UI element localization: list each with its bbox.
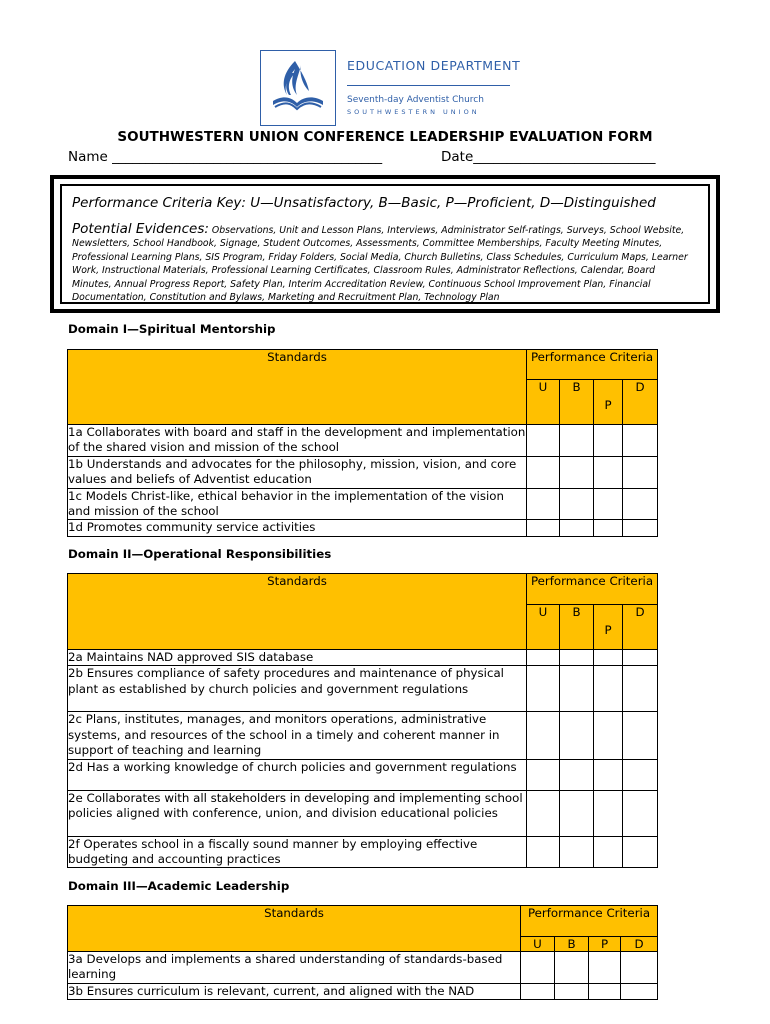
logo-department: EDUCATION DEPARTMENT <box>347 58 521 73</box>
rating-cell-d[interactable] <box>623 666 658 712</box>
rating-cell-d[interactable] <box>623 520 658 536</box>
rating-cell-b[interactable] <box>560 425 594 457</box>
rating-cell-d[interactable] <box>623 488 658 520</box>
rating-cell-d[interactable] <box>623 425 658 457</box>
standard-3b: 3b Ensures curriculum is relevant, current, and aligned with the NAD <box>68 983 521 999</box>
domain-3-table <box>67 905 658 1000</box>
table-row <box>68 650 658 666</box>
standard-2f: 2f Operates school in a fiscally sound manner by employing effective budgeting and accounting practices <box>68 836 527 868</box>
criteria-key-box <box>50 175 720 313</box>
rating-cell-u[interactable] <box>527 836 560 868</box>
level-u-header: U <box>527 605 560 650</box>
standards-header: Standards <box>68 906 521 952</box>
rating-cell-b[interactable] <box>560 759 594 790</box>
rating-cell-d[interactable] <box>621 952 658 984</box>
level-d-header: D <box>623 605 658 650</box>
rating-cell-b[interactable] <box>560 456 594 488</box>
potential-evidences-label: Potential Evidences: <box>72 221 209 237</box>
standard-2b: 2b Ensures compliance of safety procedures and maintenance of physical plant as established by church policies and government regulations <box>68 666 527 712</box>
rating-cell-u[interactable] <box>527 666 560 712</box>
rating-cell-u[interactable] <box>527 456 560 488</box>
level-d-header: D <box>623 380 658 425</box>
rating-cell-d[interactable] <box>623 650 658 666</box>
performance-criteria-header: Performance Criteria <box>527 574 658 605</box>
rating-cell-b[interactable] <box>560 836 594 868</box>
rating-cell-u[interactable] <box>527 650 560 666</box>
rating-cell-p[interactable] <box>594 790 623 836</box>
domain-1-table <box>67 349 658 537</box>
rating-cell-p[interactable] <box>594 712 623 759</box>
rating-cell-d[interactable] <box>623 759 658 790</box>
name-field[interactable]: Name ________________________________________ <box>68 149 383 165</box>
rating-cell-b[interactable] <box>560 712 594 759</box>
rating-cell-p[interactable] <box>594 425 623 457</box>
rating-cell-p[interactable] <box>594 488 623 520</box>
table-row <box>68 712 658 759</box>
potential-evidences-text: Observations, Unit and Lesson Plans, Interviews, Administrator Self-ratings, Surveys, School Website, Newsletters, School Handbook, Signage, Student Outcomes, Assessments, Committee Memberships, Faculty Meeting Minutes, Professional Learning Plans, SIS Program, Friday Folders, Social Media, Church Bulletins, Class Schedules, Curriculum Maps, Learner Work, Instructional Materials, Professional Learning Certificates, Classroom Rules, Administrator Reflections, Calendar, Board Minutes, Annual Progress Report, Safety Plan, Interim Accreditation Review, Continuous School Improvement Plan, Financial Documentation, Constitution and Bylaws, Marketing and Recruitment Plan, Technology Plan <box>72 225 688 304</box>
rating-cell-u[interactable] <box>527 712 560 759</box>
table-row <box>68 983 658 999</box>
standards-header: Standards <box>68 350 527 425</box>
standard-2a: 2a Maintains NAD approved SIS database <box>68 650 527 666</box>
logo-text-block <box>347 58 521 116</box>
rating-cell-p[interactable] <box>589 983 621 999</box>
rating-cell-b[interactable] <box>560 520 594 536</box>
level-b-header: B <box>560 605 594 650</box>
rating-cell-p[interactable] <box>594 759 623 790</box>
table-row <box>68 836 658 868</box>
performance-criteria-key: Performance Criteria Key: U—Unsatisfactory, B—Basic, P—Proficient, D—Distinguished <box>72 195 656 211</box>
standard-2d: 2d Has a working knowledge of church policies and government regulations <box>68 759 527 790</box>
domain-1-title: Domain I—Spiritual Mentorship <box>68 322 276 336</box>
standards-header: Standards <box>68 574 527 650</box>
flame-bible-icon <box>261 51 335 125</box>
level-p-header: P <box>589 937 621 952</box>
logo-church-name: Seventh-day Adventist Church <box>347 95 484 105</box>
table-row <box>68 425 658 457</box>
standard-3a: 3a Develops and implements a shared understanding of standards-based learning <box>68 952 521 984</box>
table-row <box>68 488 658 520</box>
table-row <box>68 790 658 836</box>
rating-cell-p[interactable] <box>594 650 623 666</box>
table-row <box>68 759 658 790</box>
rating-cell-b[interactable] <box>560 650 594 666</box>
domain-2-table <box>67 573 658 868</box>
performance-criteria-header: Performance Criteria <box>521 906 658 937</box>
domain-2-title: Domain II—Operational Responsibilities <box>68 547 332 561</box>
rating-cell-u[interactable] <box>521 983 555 999</box>
rating-cell-d[interactable] <box>621 983 658 999</box>
rating-cell-u[interactable] <box>527 488 560 520</box>
table-row <box>68 520 658 536</box>
standard-1a: 1a Collaborates with board and staff in the development and implementation of the shared vision and mission of the school <box>68 425 526 455</box>
domain-3-title: Domain III—Academic Leadership <box>68 879 290 893</box>
standard-1d: 1d Promotes community service activities <box>68 520 527 536</box>
table-row <box>68 952 658 984</box>
rating-cell-u[interactable] <box>527 759 560 790</box>
potential-evidences <box>72 223 697 304</box>
level-u-header: U <box>527 380 560 425</box>
level-u-header: U <box>521 937 555 952</box>
rating-cell-d[interactable] <box>623 456 658 488</box>
logo-divider <box>347 85 510 86</box>
level-d-header: D <box>621 937 658 952</box>
rating-cell-b[interactable] <box>555 952 589 984</box>
level-b-header: B <box>555 937 589 952</box>
rating-cell-u[interactable] <box>527 425 560 457</box>
standard-2e: 2e Collaborates with all stakeholders in developing and implementing school policies aligned with conference, union, and division educational policies <box>68 790 527 836</box>
standard-1b: 1b Understands and advocates for the philosophy, mission, vision, and core values and beliefs of Adventist education <box>68 456 527 488</box>
rating-cell-p[interactable] <box>589 952 621 984</box>
criteria-key-inner-border <box>60 184 710 304</box>
rating-cell-p[interactable] <box>594 456 623 488</box>
level-b-header: B <box>560 380 594 425</box>
rating-cell-p[interactable] <box>594 666 623 712</box>
performance-criteria-header: Performance Criteria <box>527 350 658 380</box>
rating-cell-d[interactable] <box>623 836 658 868</box>
logo-union-name: SOUTHWESTERN UNION <box>347 108 480 116</box>
standard-2c: 2c Plans, institutes, manages, and monitors operations, administrative systems, and resources of the school in a timely and coherent manner in support of teaching and learning <box>68 712 527 759</box>
form-title: SOUTHWESTERN UNION CONFERENCE LEADERSHIP EVALUATION FORM <box>117 129 653 145</box>
rating-cell-b[interactable] <box>560 488 594 520</box>
rating-cell-u[interactable] <box>527 520 560 536</box>
adventist-church-logo <box>260 50 336 126</box>
rating-cell-p[interactable] <box>594 836 623 868</box>
rating-cell-b[interactable] <box>555 983 589 999</box>
rating-cell-d[interactable] <box>623 790 658 836</box>
table-row <box>68 666 658 712</box>
rating-cell-p[interactable] <box>594 520 623 536</box>
rating-cell-b[interactable] <box>560 666 594 712</box>
standard-1c: 1c Models Christ-like, ethical behavior in the implementation of the vision and mission of the school <box>68 488 527 520</box>
rating-cell-u[interactable] <box>527 790 560 836</box>
rating-cell-b[interactable] <box>560 790 594 836</box>
level-p-header: P <box>594 380 623 425</box>
rating-cell-u[interactable] <box>521 952 555 984</box>
level-p-header: P <box>594 605 623 650</box>
rating-cell-d[interactable] <box>623 712 658 759</box>
table-row <box>68 456 658 488</box>
date-field[interactable]: Date___________________________ <box>441 149 656 165</box>
